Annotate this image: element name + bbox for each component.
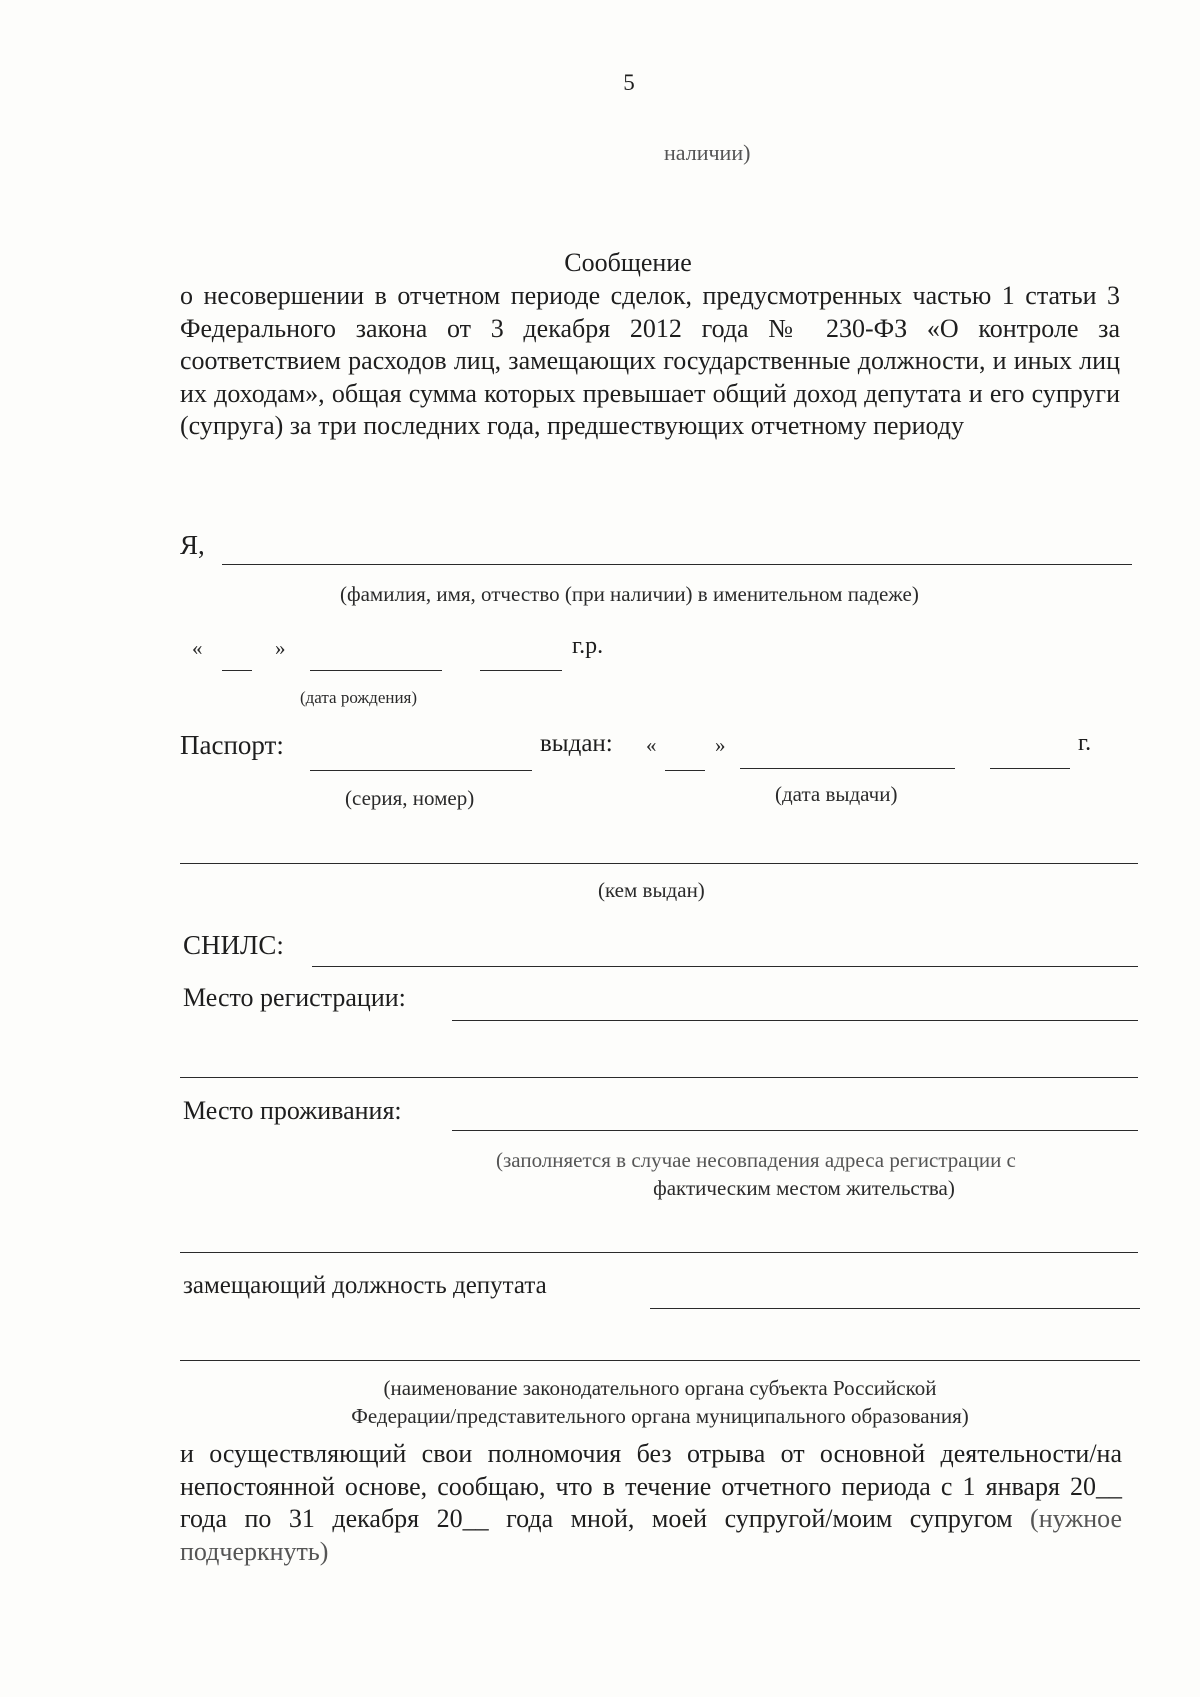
residence-line-1[interactable] (452, 1130, 1138, 1131)
issued-month-line[interactable] (740, 768, 955, 769)
position-line-1[interactable] (650, 1308, 1140, 1309)
name-caption: (фамилия, имя, отчество (при наличии) в именительном падеже) (340, 582, 919, 606)
position-line-2[interactable] (180, 1360, 1140, 1361)
birth-open-quote: « (192, 636, 203, 660)
organ-caption-2: Федерации/представительного органа муниципального образования) (351, 1404, 969, 1428)
birth-caption: (дата рождения) (300, 688, 418, 707)
issued-day-line[interactable] (665, 770, 705, 771)
residence-label: Место проживания: (183, 1096, 402, 1125)
birth-day-line[interactable] (222, 670, 252, 671)
issued-year-line[interactable] (990, 768, 1070, 769)
final-main-text: и осуществляющий свои полномочия без отрыва от основной деятельности/на непостоянной основе, сообщаю, что в течение отчетного периода с 1 января 20__ года по 31 декабря 20__ года мной, моей супругой/моим супругом (180, 1439, 1122, 1533)
issued-year-suffix: г. (1078, 730, 1092, 756)
residence-caption-1: (заполняется в случае несовпадения адреса регистрации с (496, 1148, 1016, 1172)
page-number: 5 (623, 70, 635, 95)
issued-by-line[interactable] (180, 863, 1138, 864)
intro-paragraph: о несовершении в отчетном периоде сделок, предусмотренных частью 1 статьи 3 Федерального закона от 3 декабря 2012 года № 230-ФЗ «О контроле за соответствием расходов лиц, замещающих государственные должности, и иных лиц их доходам», общая сумма которых превышает общий доход депутата и его супруги (супруга) за три последних года, предшествующих отчетному периоду (180, 281, 1120, 440)
birth-year-line[interactable] (480, 670, 562, 671)
final-note: (нужное подчеркнуть) (180, 1504, 1122, 1566)
ya-label: Я, (180, 530, 205, 560)
residence-line-2[interactable] (180, 1252, 1138, 1253)
final-paragraph (180, 1438, 1122, 1568)
registration-line-2[interactable] (180, 1077, 1138, 1078)
snils-label: СНИЛС: (183, 930, 284, 960)
birth-month-line[interactable] (310, 670, 442, 671)
registration-line-1[interactable] (452, 1020, 1138, 1021)
position-label: замещающий должность депутата (183, 1272, 547, 1299)
issued-open-quote: « (646, 733, 657, 757)
residence-caption-2: фактическим местом жительства) (653, 1176, 955, 1200)
birth-close-quote: » (275, 636, 286, 660)
series-caption: (серия, номер) (345, 786, 475, 810)
issue-date-caption: (дата выдачи) (775, 782, 898, 806)
name-line[interactable] (222, 564, 1132, 565)
top-note: наличии) (664, 140, 751, 165)
snils-line[interactable] (312, 966, 1138, 967)
passport-series-line[interactable] (310, 770, 532, 771)
document-title: Сообщение (564, 248, 692, 277)
passport-label: Паспорт: (180, 730, 284, 760)
issued-close-quote: » (715, 733, 726, 757)
birth-year-suffix: г.р. (572, 633, 604, 659)
organ-caption-1: (наименование законодательного органа субъекта Российской (383, 1376, 937, 1400)
issued-by-caption: (кем выдан) (598, 878, 705, 902)
issued-label: выдан: (540, 730, 613, 757)
registration-label: Место регистрации: (183, 983, 406, 1012)
